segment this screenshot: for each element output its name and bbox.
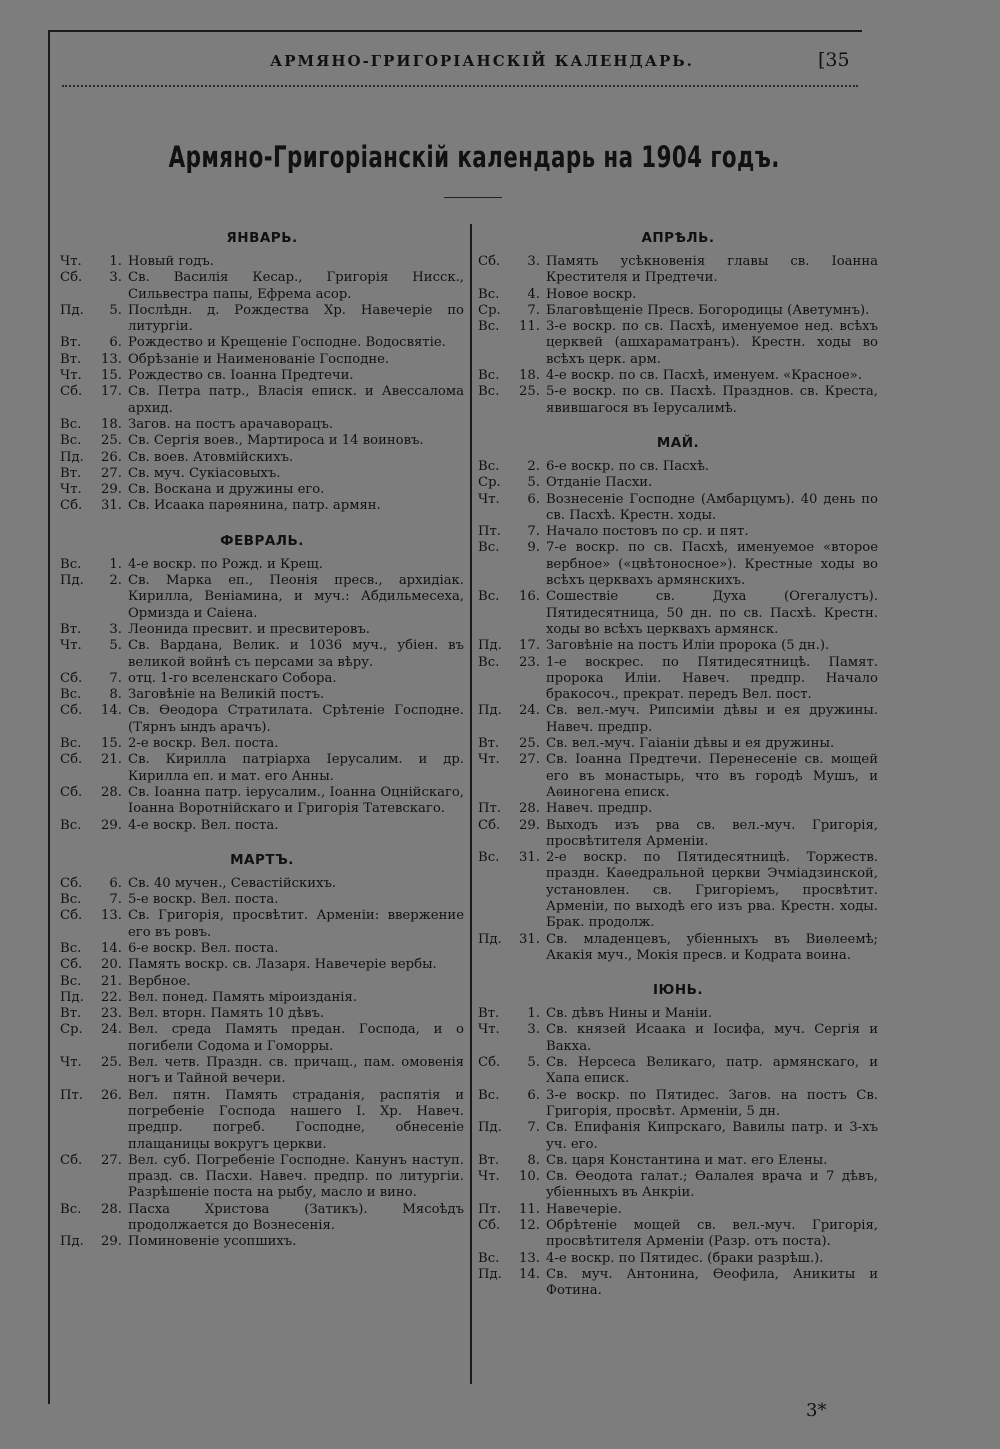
calendar-entry — [60, 557, 464, 573]
entry-text: Начало постовъ по ср. и пят. — [546, 524, 749, 540]
calendar-entry — [60, 573, 464, 622]
calendar-entry — [60, 466, 464, 482]
entry-text: Св. воев. Атовмійскихъ. — [128, 449, 294, 465]
entry-text: Благовѣщеніе Пресв. Богородицы (Аветумнъ). — [546, 302, 870, 318]
entry-text: Выходъ изъ рва св. вел.-муч. Григорія, просвѣтителя Арменіи. — [546, 817, 878, 849]
weekday: Пд. — [478, 638, 502, 654]
day-number: 25. — [101, 1055, 122, 1071]
entry-text: Вел. вторн. Память 10 дѣвъ. — [128, 1006, 325, 1022]
calendar-entry — [60, 736, 464, 752]
entry-text: Св. Ѳеодота галат.; Ѳалалея врача и 7 дѣвъ, убіенныхъ въ Анкріи. — [546, 1169, 878, 1201]
day-number: 5. — [109, 302, 122, 318]
day-number: 6. — [109, 875, 122, 891]
entry-text: 5-е воскр. по св. Пасхѣ. Празднов. св. Креста, явившагося въ Іерусалимѣ. — [546, 384, 878, 416]
calendar-entry — [478, 254, 878, 287]
day-number: 18. — [519, 368, 540, 384]
weekday: Чт. — [60, 1055, 82, 1071]
weekday: Ср. — [478, 475, 501, 491]
calendar-entry — [478, 287, 878, 303]
calendar-entry — [478, 368, 878, 384]
entry-text: Память воскр. св. Лазаря. Навечеріе вербы. — [128, 957, 437, 973]
day-number: 7. — [109, 670, 122, 686]
calendar-entry — [60, 1006, 464, 1022]
day-number: 5. — [527, 1055, 540, 1071]
calendar-entry — [60, 752, 464, 785]
day-number: 16. — [519, 589, 540, 605]
entry-text: Новое воскр. — [546, 286, 637, 302]
calendar-entry — [60, 384, 464, 417]
day-number: 18. — [101, 416, 122, 432]
entry-text: Вознесеніе Господне (Амбарцумъ). 40 день по св. Пасхѣ. Крестн. ходы. — [546, 491, 878, 523]
weekday: Вс. — [60, 973, 82, 989]
calendar-entry — [60, 908, 464, 941]
calendar-entry — [478, 703, 878, 736]
calendar-entry — [478, 384, 878, 417]
entry-text: Св. Петра патр., Власія епиcк. и Авессалома архид. — [128, 384, 464, 416]
day-number: 6. — [527, 491, 540, 507]
weekday: Вс. — [478, 319, 500, 335]
calendar-entry — [60, 687, 464, 703]
calendar-entry — [60, 1055, 464, 1088]
day-number: 17. — [101, 384, 122, 400]
weekday: Ср. — [60, 1022, 83, 1038]
day-number: 12. — [519, 1218, 540, 1234]
calendar-entry — [60, 368, 464, 384]
weekday: Пд. — [60, 1234, 84, 1250]
entry-text: Св. Василія Кесар., Григорія Нисск., Сильвестра папы, Ефрема асор. — [128, 270, 464, 302]
calendar-entry — [478, 1202, 878, 1218]
calendar-entry — [60, 417, 464, 433]
weekday: Вт. — [478, 1152, 500, 1168]
weekday: Чт. — [478, 491, 500, 507]
calendar-entry — [60, 1022, 464, 1055]
weekday: Сб. — [60, 703, 83, 719]
entry-text: Св. муч. Сукіасовыхъ. — [128, 465, 281, 481]
weekday: Сб. — [478, 817, 501, 833]
weekday: Вс. — [478, 458, 500, 474]
right-column — [478, 228, 878, 1300]
entry-text: Св. Ѳеодора Стратилата. Срѣтеніе Господне. (Тярнъ ындъ арачъ). — [128, 703, 464, 735]
calendar-entry — [60, 1202, 464, 1235]
day-number: 7. — [527, 1120, 540, 1136]
entry-text: Отданіе Пасхи. — [546, 475, 653, 491]
day-number: 20. — [101, 957, 122, 973]
calendar-entry — [60, 498, 464, 514]
weekday: Сб. — [60, 908, 83, 924]
calendar-entry — [60, 335, 464, 351]
entry-text: Св. муч. Антонина, Ѳеофила, Аникиты и Фотина. — [546, 1266, 878, 1299]
day-number: 8. — [527, 1152, 540, 1168]
weekday: Чт. — [60, 254, 82, 269]
calendar-entry — [60, 622, 464, 638]
day-number: 25. — [519, 384, 540, 400]
weekday: Вс. — [478, 286, 500, 302]
day-number: 25. — [101, 433, 122, 449]
day-number: 29. — [101, 482, 122, 498]
day-number: 11. — [519, 1201, 540, 1217]
entry-text: Св. дѣвъ Нины и Маніи. — [546, 1006, 713, 1022]
calendar-entry — [478, 524, 878, 540]
weekday: Вт. — [478, 1006, 500, 1022]
day-number: 24. — [101, 1022, 122, 1038]
day-number: 11. — [519, 319, 540, 335]
day-number: 13. — [101, 908, 122, 924]
calendar-entry — [478, 1169, 878, 1202]
month-heading: ЯНВАРЬ. — [226, 230, 298, 246]
weekday: Вс. — [60, 892, 82, 908]
day-number: 26. — [101, 1087, 122, 1103]
day-number: 5. — [527, 475, 540, 491]
calendar-entry — [60, 941, 464, 957]
entry-text: 4-е воскр. по Пятидес. (браки разрѣш.). — [546, 1250, 824, 1266]
entry-text: 6-е воскр. Вел. поста. — [128, 940, 279, 956]
weekday: Вт. — [60, 351, 82, 367]
calendar-entry — [478, 1006, 878, 1022]
entry-text: Св. князей Исаака и Іосифа, муч. Сергія и Вакха. — [546, 1022, 878, 1054]
weekday: Вс. — [478, 1250, 500, 1266]
calendar-entry — [60, 892, 464, 908]
entry-text: Св. Епифанія Кипрскаго, Вавилы патр. и 3-хъ уч. его. — [546, 1120, 878, 1152]
entry-text: Св. Іоанна Предтечи. Перенесеніе св. мощей его въ монастырь, что въ городѣ Мушъ, и Аѳиногена епиcк. — [546, 752, 878, 800]
entry-text: Обрѣзаніе и Наименованіе Господне. — [128, 351, 390, 367]
calendar-entry — [478, 655, 878, 704]
weekday: Сб. — [60, 384, 83, 400]
calendar-entry — [478, 319, 878, 368]
calendar-entry — [478, 801, 878, 817]
entry-text: 7-е воскр. по св. Пасхѣ, именуемое «второе вербное» («цвѣтоносное»). Крестные ходы во всѣхъ церквахъ армянскихъ. — [546, 540, 878, 589]
calendar-entry — [478, 1218, 878, 1251]
calendar-entry — [60, 482, 464, 498]
left-column — [60, 228, 464, 1251]
entry-text: Св. Вардана, Велик. и 1036 муч., убіен. въ великой войнѣ съ персами за вѣру. — [128, 638, 464, 670]
entry-text: 1-е воскрес. по Пятидесятницѣ. Памят. пророка Иліи. Навеч. предпр. Начало бракосоч., прекрат. передъ Вел. пост. — [546, 654, 878, 703]
weekday: Пд. — [60, 302, 84, 318]
weekday: Чт. — [478, 752, 500, 768]
day-number: 27. — [519, 752, 540, 768]
weekday: Пд. — [60, 989, 84, 1005]
weekday: Сб. — [60, 752, 83, 768]
running-title: АРМЯНО-ГРИГОРІАНСКІЙ КАЛЕНДАРЬ. — [270, 52, 694, 70]
calendar-entry — [478, 818, 878, 851]
day-number: 7. — [109, 892, 122, 908]
entry-text: Вел. четв. Праздн. св. причащ., пам. омовенія ногъ и Тайной вечери. — [128, 1055, 464, 1087]
entry-text: Заговѣніе на постъ Иліи пророка (5 дн.). — [546, 638, 830, 654]
calendar-entry — [478, 638, 878, 654]
weekday: Сб. — [478, 1218, 501, 1234]
calendar-entry — [60, 450, 464, 466]
month-heading: АПРѢЛЬ. — [641, 230, 715, 246]
entry-text: Память усѣкновенія главы св. Іоанна Крестителя и Предтечи. — [546, 254, 878, 286]
day-number: 31. — [519, 931, 540, 947]
day-number: 2. — [527, 458, 540, 474]
month-heading: МАЙ. — [656, 434, 700, 451]
entry-text: Св. Воскана и дружины его. — [128, 482, 325, 498]
calendar-entry — [478, 303, 878, 319]
entry-text: Обрѣтеніе мощей св. вел.-муч. Григорія, просвѣтителя Арменіи (Разр. отъ поста). — [546, 1218, 878, 1250]
weekday: Пд. — [478, 1120, 502, 1136]
entry-text: Св. вел.-муч. Рипсиміи дѣвы и ея дружины. Навеч. предпр. — [546, 703, 878, 735]
weekday: Вс. — [478, 368, 500, 384]
day-number: 26. — [101, 449, 122, 465]
column-divider — [470, 224, 472, 1384]
signature-mark: 3* — [806, 1400, 827, 1421]
calendar-entry — [478, 459, 878, 475]
calendar-entry — [478, 1022, 878, 1055]
weekday: Вс. — [60, 1201, 82, 1217]
entry-text: Св. младенцевъ, убіенныхъ въ Виѳлеемѣ; Акакія муч., Мокія пресв. и Кодрата воина. — [546, 931, 878, 963]
entry-text: Вел. понед. Память міроизданія. — [128, 989, 358, 1005]
day-number: 27. — [101, 1152, 122, 1168]
entry-text: Леонида пресвит. и пресвитеровъ. — [128, 621, 370, 637]
entry-text: Св. Григорія, просвѣтит. Арменіи: ввержение его въ ровъ. — [128, 908, 464, 940]
calendar-entry — [478, 1153, 878, 1169]
entry-text: Пасха Христова (Затикъ). Мясоѣдъ продолжается до Вознесенія. — [128, 1201, 464, 1234]
entry-text: 4-е воскр. по Рожд. и Крещ. — [128, 556, 323, 572]
weekday: Сб. — [60, 784, 83, 800]
day-number: 24. — [519, 703, 540, 719]
weekday: Вс. — [60, 556, 82, 572]
day-number: 14. — [519, 1266, 540, 1282]
entry-text: Рождество св. Іоанна Предтечи. — [128, 368, 354, 384]
entry-text: 4-е воскр. по св. Пасхѣ, именуем. «Красное». — [546, 368, 862, 384]
day-number: 27. — [101, 465, 122, 481]
day-number: 3. — [109, 270, 122, 286]
calendar-entry — [60, 671, 464, 687]
weekday: Пд. — [478, 703, 502, 719]
weekday: Вт. — [60, 621, 82, 637]
weekday: Сб. — [478, 1055, 501, 1071]
weekday: Пд. — [478, 1266, 502, 1282]
day-number: 15. — [101, 736, 122, 752]
weekday: Вс. — [60, 940, 82, 956]
weekday: Чт. — [60, 368, 82, 384]
entry-text: Св. царя Константина и мат. его Елены. — [546, 1152, 828, 1168]
day-number: 21. — [101, 752, 122, 768]
calendar-entry — [60, 974, 464, 990]
day-number: 4. — [527, 286, 540, 302]
entry-text: Св. вел.-муч. Гаіаніи дѣвы и ея дружины. — [546, 736, 835, 752]
day-number: 21. — [101, 973, 122, 989]
title-rule — [444, 197, 502, 198]
entry-text: 2-е воскр. Вел. поста. — [128, 736, 279, 752]
weekday: Пд. — [60, 449, 84, 465]
day-number: 13. — [519, 1250, 540, 1266]
calendar-entry — [478, 752, 878, 801]
weekday: Вт. — [478, 736, 500, 752]
weekday: Вт. — [60, 465, 82, 481]
weekday: Вс. — [60, 736, 82, 752]
entry-text: Навечеріе. — [546, 1201, 622, 1217]
calendar-entry — [60, 638, 464, 671]
weekday: Вс. — [478, 540, 500, 556]
weekday: Вс. — [478, 1087, 500, 1103]
entry-text: Вел. суб. Погребеніе Господне. Канунъ наступ. празд. св. Пасхи. Навеч. предпр. по литургіи. Разрѣшеніе поста на рыбу, масло и вино. — [128, 1152, 464, 1201]
entry-text: Вербное. — [128, 973, 191, 989]
entry-text: Заговѣніе на Великій постъ. — [128, 687, 325, 703]
calendar-entry — [60, 270, 464, 303]
weekday: Вс. — [60, 433, 82, 449]
weekday: Пт. — [478, 801, 501, 817]
day-number: 28. — [101, 1201, 122, 1217]
calendar-entry — [60, 1153, 464, 1202]
day-number: 2. — [109, 573, 122, 589]
calendar-entry — [478, 1267, 878, 1300]
weekday: Сб. — [60, 1152, 83, 1168]
entry-text: Загов. на постъ арачаворацъ. — [128, 416, 334, 432]
entry-text: Св. Марка еп., Пеонія пресв., архидіак. Кирилла, Веніамина, и муч.: Абдильмесеха, Ормизда и Саіена. — [128, 573, 464, 621]
weekday: Пт. — [60, 1087, 83, 1103]
entry-text: Навеч. предпр. — [546, 801, 653, 817]
weekday: Пд. — [60, 573, 84, 589]
weekday: Вс. — [60, 687, 82, 703]
day-number: 23. — [101, 1006, 122, 1022]
day-number: 29. — [101, 817, 122, 833]
entry-text: отц. 1-го вселенскаго Собора. — [128, 670, 337, 686]
day-number: 7. — [527, 524, 540, 540]
weekday: Сб. — [60, 875, 83, 891]
calendar-entry — [478, 932, 878, 965]
calendar-entry — [60, 785, 464, 818]
weekday: Вс. — [478, 384, 500, 400]
entry-text: Рождество и Крещеніе Господне. Водосвятіе. — [128, 335, 446, 351]
weekday: Чт. — [478, 1169, 500, 1185]
day-number: 17. — [519, 638, 540, 654]
calendar-entry — [60, 818, 464, 834]
calendar-entry — [60, 303, 464, 336]
calendar-entry — [60, 352, 464, 368]
weekday: Чт. — [60, 638, 82, 654]
day-number: 22. — [101, 989, 122, 1005]
entry-text: Св. Іоанна патр. іерусалим., Іоанна Оцнійскаго, Іоанна Воротнійскаго и Григорія Татевскаго. — [128, 784, 464, 817]
day-number: 6. — [109, 335, 122, 351]
day-number: 5. — [109, 638, 122, 654]
weekday: Сб. — [60, 498, 83, 514]
day-number: 9. — [527, 540, 540, 556]
calendar-entry — [60, 433, 464, 449]
day-number: 29. — [101, 1234, 122, 1250]
weekday: Пд. — [478, 931, 502, 947]
calendar-entry — [478, 736, 878, 752]
weekday: Вс. — [60, 416, 82, 432]
calendar-entry — [60, 254, 464, 270]
day-number: 3. — [527, 254, 540, 269]
calendar-entry — [478, 850, 878, 931]
weekday: Сб. — [60, 270, 83, 286]
day-number: 25. — [519, 736, 540, 752]
entry-text: Поминовеніе усопшихъ. — [128, 1234, 297, 1250]
header-dotted-rule — [62, 85, 858, 87]
calendar-entry — [478, 540, 878, 589]
entry-text: 5-е воскр. Вел. поста. — [128, 892, 279, 908]
weekday: Сб. — [60, 670, 83, 686]
day-number: 31. — [101, 498, 122, 514]
calendar-entry — [60, 990, 464, 1006]
entry-text: Новый годъ. — [128, 254, 214, 269]
calendar-entry — [478, 1120, 878, 1153]
day-number: 3. — [109, 621, 122, 637]
entry-text: Св. Сергія воев., Мартироса и 14 воиновъ. — [128, 433, 424, 449]
day-number: 14. — [101, 940, 122, 956]
weekday: Ср. — [478, 302, 501, 318]
weekday: Пт. — [478, 1201, 501, 1217]
calendar-entry — [60, 876, 464, 892]
calendar-entry — [478, 589, 878, 638]
calendar-entry — [60, 957, 464, 973]
day-number: 14. — [101, 703, 122, 719]
entry-text: 2-е воскр. по Пятидесятницѣ. Торжеств. праздн. Каѳедральной церкви Эчміадзинской, установлен. св. Григоріемъ, просвѣтит. Арменіи, по выходѣ его изъ рва. Крестн. ходы. Брак. продолж. — [546, 850, 878, 931]
day-number: 3. — [527, 1022, 540, 1038]
entry-text: Вел. среда Память предан. Господа, и о погибели Содома и Гоморры. — [128, 1022, 464, 1054]
weekday: Сб. — [60, 957, 83, 973]
weekday: Пт. — [478, 524, 501, 540]
day-number: 1. — [527, 1006, 540, 1022]
entry-text: Послѣдн. д. Рождества Хр. Навечеріе по литургіи. — [128, 302, 464, 335]
calendar-entry — [478, 475, 878, 491]
entry-text: 4-е воскр. Вел. поста. — [128, 817, 279, 833]
entry-text: Св. Исаака парѳянина, патр. армян. — [128, 498, 381, 514]
entry-text: Св. Нерсеса Великаго, патр. армянскаго, и Хапа епиcк. — [546, 1055, 878, 1087]
weekday: Вс. — [60, 817, 82, 833]
day-number: 28. — [519, 801, 540, 817]
entry-text: 3-е воскр. по св. Пасхѣ, именуемое нед. всѣхъ церквей (ашхараматранъ). Крестн. ходы во всѣхъ церк. арм. — [546, 319, 878, 367]
weekday: Вс. — [478, 589, 500, 605]
calendar-entry — [60, 1234, 464, 1250]
month-heading: МАРТЪ. — [230, 851, 294, 868]
calendar-entry — [478, 1088, 878, 1121]
entry-text: Св. Кирилла патріарха Іерусалим. и др. Кирилла еп. и мат. его Анны. — [128, 752, 464, 784]
day-number: 15. — [101, 368, 122, 384]
calendar-entry — [478, 1251, 878, 1267]
page-title: Армяно-Григоріанскій календарь на 1904 годъ. — [168, 140, 780, 174]
day-number: 1. — [109, 254, 122, 269]
weekday: Вт. — [60, 335, 82, 351]
day-number: 10. — [519, 1169, 540, 1185]
entry-text: Св. 40 мучен., Севастійскихъ. — [128, 875, 337, 891]
day-number: 29. — [519, 817, 540, 833]
day-number: 7. — [527, 302, 540, 318]
page-number: [35 — [818, 49, 850, 71]
weekday: Чт. — [478, 1022, 500, 1038]
month-heading: ІЮНЬ. — [652, 982, 704, 999]
day-number: 13. — [101, 351, 122, 367]
calendar-entry — [60, 703, 464, 736]
calendar-entry — [478, 1055, 878, 1088]
entry-text: Сошествіе св. Духа (Огегалустъ). Пятидесятница, 50 дн. по св. Пасхѣ. Крестн. ходы во всѣхъ церквахъ армянск. — [546, 589, 878, 637]
day-number: 6. — [527, 1087, 540, 1103]
calendar-entry — [478, 492, 878, 525]
entry-text: 3-е воскр. по Пятидес. Загов. на постъ Св. Григорія, просвѣт. Арменіи, 5 дн. — [546, 1087, 878, 1119]
weekday: Чт. — [60, 482, 82, 498]
weekday: Вс. — [478, 850, 500, 866]
day-number: 28. — [101, 784, 122, 800]
weekday: Сб. — [478, 254, 501, 269]
day-number: 23. — [519, 654, 540, 670]
weekday: Вт. — [60, 1006, 82, 1022]
weekday: Вс. — [478, 654, 500, 670]
day-number: 1. — [109, 556, 122, 572]
day-number: 8. — [109, 687, 122, 703]
entry-text: Вел. пятн. Память страданія, распятія и погребеніе Господа нашего І. Хр. Навеч. предпр. погреб. Господне, обнесеніе плащаницы вокругъ церкви. — [128, 1087, 464, 1152]
calendar-entry — [60, 1088, 464, 1153]
month-heading: ФЕВРАЛЬ. — [220, 532, 304, 549]
entry-text: 6-е воскр. по св. Пасхѣ. — [546, 458, 710, 474]
day-number: 31. — [519, 850, 540, 866]
